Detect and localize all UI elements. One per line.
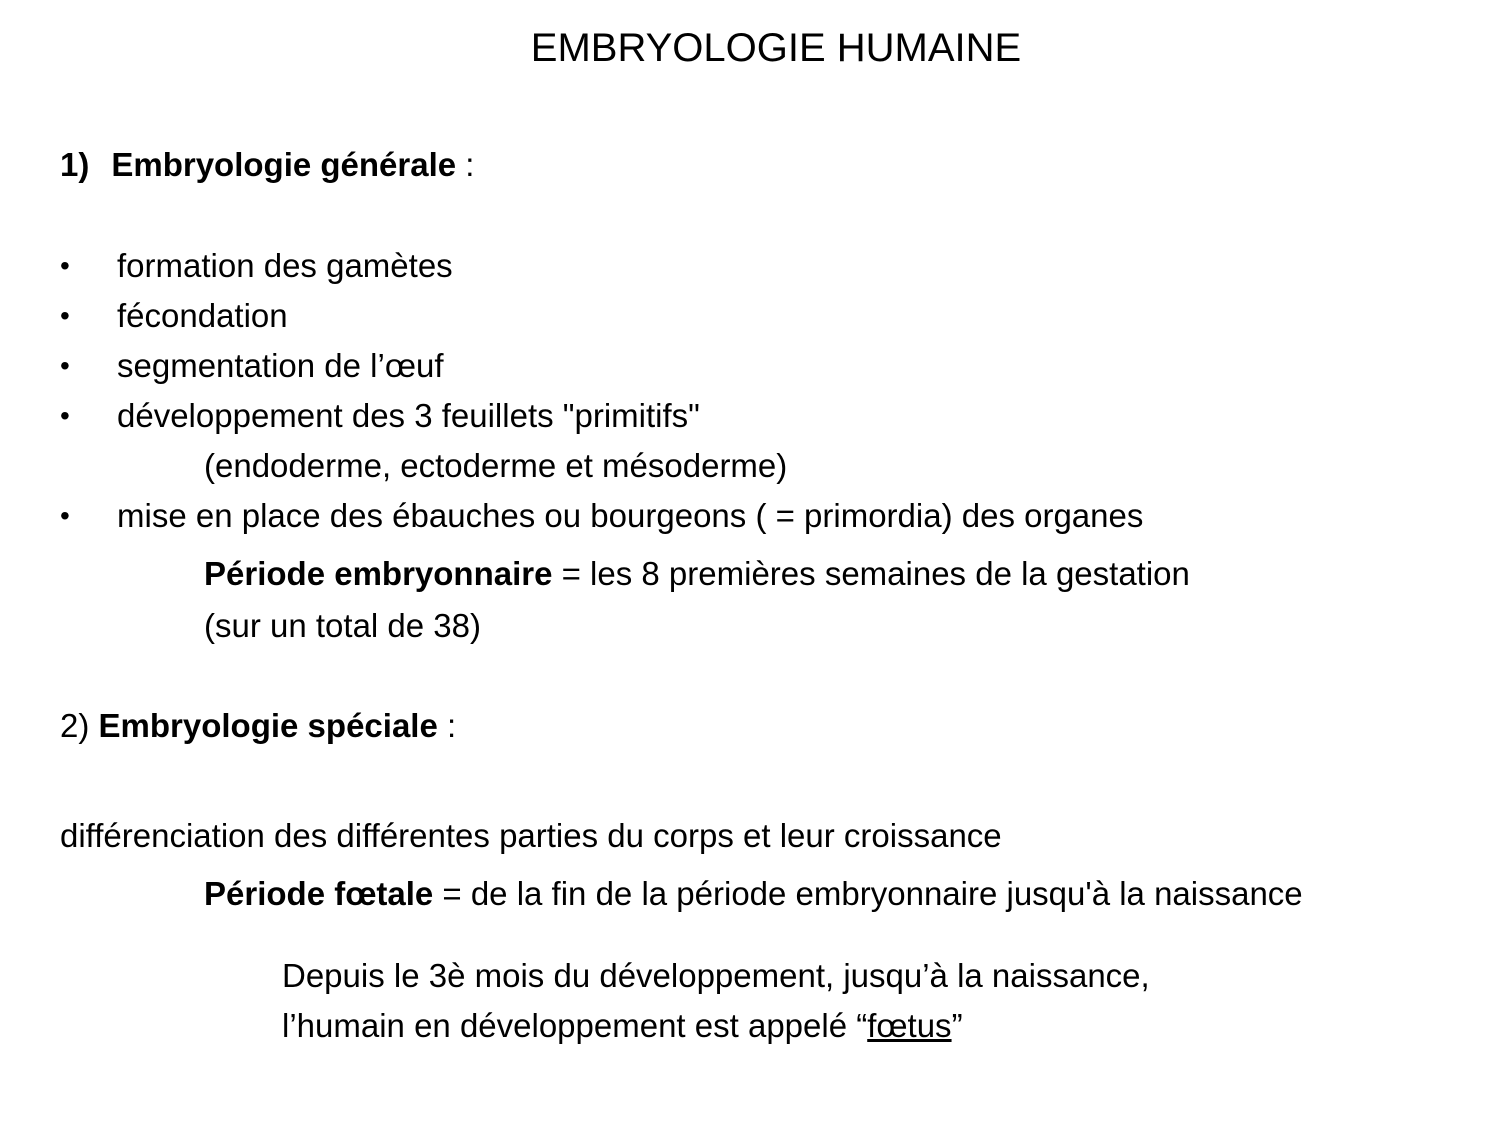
section1-heading: 1) Embryologie générale :	[60, 146, 475, 183]
list-item: développement des 3 feuillets "primitifs"	[117, 397, 700, 434]
fetus-note-line1: Depuis le 3è mois du développement, jusqu’à la naissance,	[282, 957, 1150, 994]
list-item: fécondation	[117, 297, 288, 334]
fetus-term: fœtus	[867, 1007, 952, 1044]
bullet-icon: •	[60, 250, 70, 281]
section2-heading: 2) Embryologie spéciale :	[60, 707, 457, 744]
bullet-icon: •	[60, 300, 70, 331]
embryonic-period: Période embryonnaire = les 8 premières semaines de la gestation	[204, 555, 1190, 592]
list-item: mise en place des ébauches ou bourgeons ( = primordia) des organes	[117, 497, 1144, 534]
bullet-icon: •	[60, 350, 70, 381]
section2-description: différenciation des différentes parties du corps et leur croissance	[60, 817, 1002, 854]
fetus-note-line2: l’humain en développement est appelé “fœtus”	[282, 1007, 963, 1044]
fetal-period: Période fœtale = de la fin de la période embryonnaire jusqu'à la naissance	[204, 875, 1303, 912]
bullet-icon: •	[60, 500, 70, 531]
list-item: segmentation de l’œuf	[117, 347, 444, 384]
section1-title: Embryologie générale	[111, 146, 457, 183]
embryonic-period-note: (sur un total de 38)	[204, 607, 481, 644]
page-title: EMBRYOLOGIE HUMAINE	[530, 26, 1022, 70]
section2-title: Embryologie spéciale	[98, 707, 438, 744]
bullet-icon: •	[60, 400, 70, 431]
section1-number: 1)	[60, 146, 90, 183]
list-subnote: (endoderme, ectoderme et mésoderme)	[204, 447, 788, 484]
list-item: formation des gamètes	[117, 247, 453, 284]
